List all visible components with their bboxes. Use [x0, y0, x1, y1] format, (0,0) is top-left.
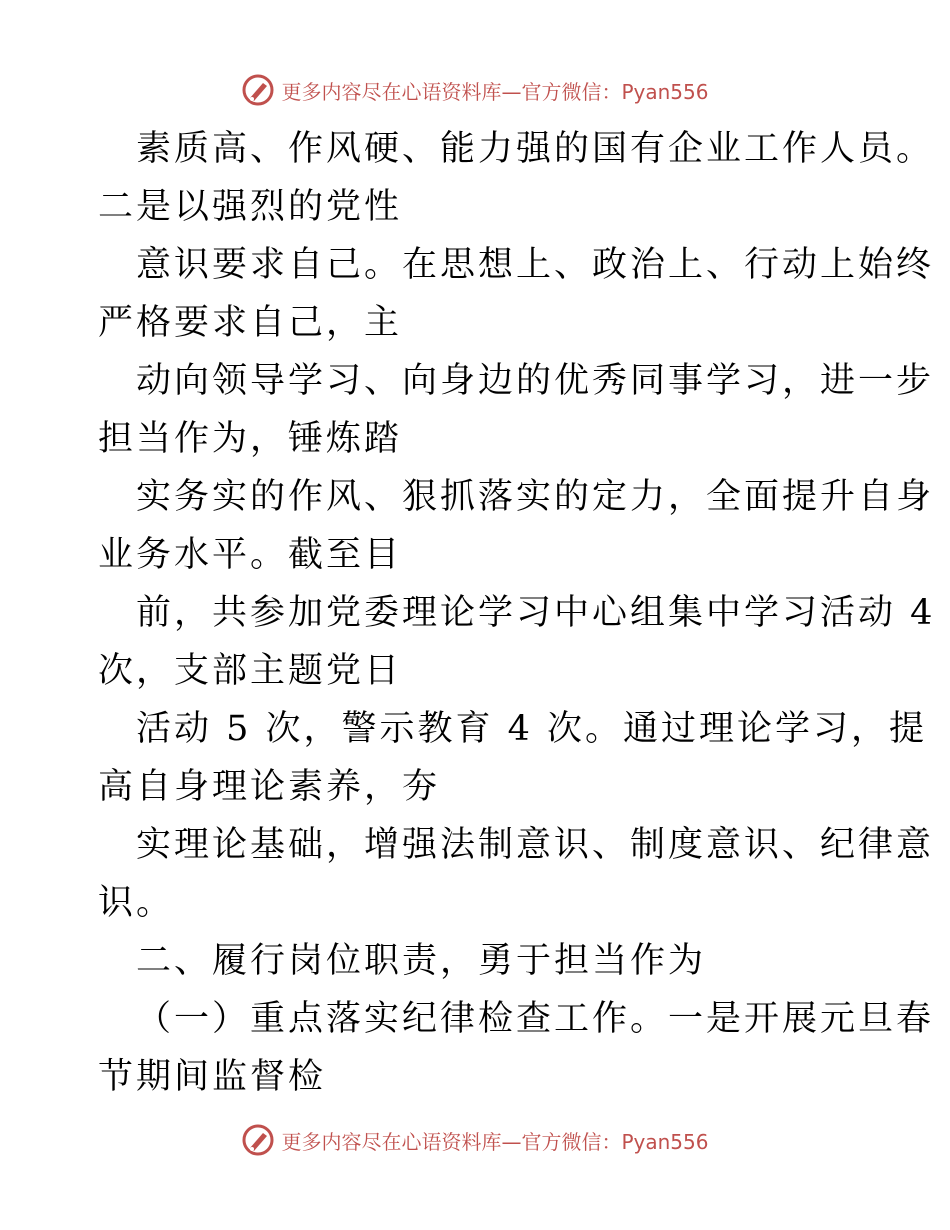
section-heading: 二、履行岗位职责，勇于担当作为	[136, 941, 707, 981]
text-line: 动向领导学习、向身边的优秀同事学习，进一步	[136, 361, 935, 401]
text-line: 识。	[98, 883, 175, 923]
text-line: 意识要求自己。在思想上、政治上、行动上始终	[136, 245, 935, 285]
text-line: 节期间监督检	[98, 1057, 327, 1097]
document-body	[98, 120, 936, 1106]
pen-seal-icon	[241, 73, 275, 107]
footer-watermark	[0, 1120, 950, 1160]
pen-seal-icon	[241, 1123, 275, 1157]
text-line: 业务水平。截至目	[98, 535, 403, 575]
header-watermark	[0, 70, 950, 110]
text-line: 素质高、作风硬、能力强的国有企业工作人员。	[136, 129, 935, 169]
text-line: 活动 5 次，警示教育 4 次。通过理论学习，提	[136, 709, 928, 749]
text-line: 担当作为，锤炼踏	[98, 419, 403, 459]
text-line: 实务实的作风、狠抓落实的定力，全面提升自身	[136, 477, 935, 517]
text-line: 次，支部主题党日	[98, 651, 403, 691]
watermark-text: 更多内容尽在心语资料库—官方微信：Pyan556	[281, 1129, 709, 1154]
text-line: 高自身理论素养，夯	[98, 767, 441, 807]
text-line: 前，共参加党委理论学习中心组集中学习活动 4	[136, 593, 936, 633]
text-line: 严格要求自己，主	[98, 303, 403, 343]
text-line: 二是以强烈的党性	[98, 187, 403, 227]
text-line: 实理论基础，增强法制意识、制度意识、纪律意	[136, 825, 935, 865]
text-line: （一）重点落实纪律检查工作。一是开展元旦春	[136, 999, 935, 1039]
watermark-text: 更多内容尽在心语资料库—官方微信：Pyan556	[281, 79, 709, 104]
